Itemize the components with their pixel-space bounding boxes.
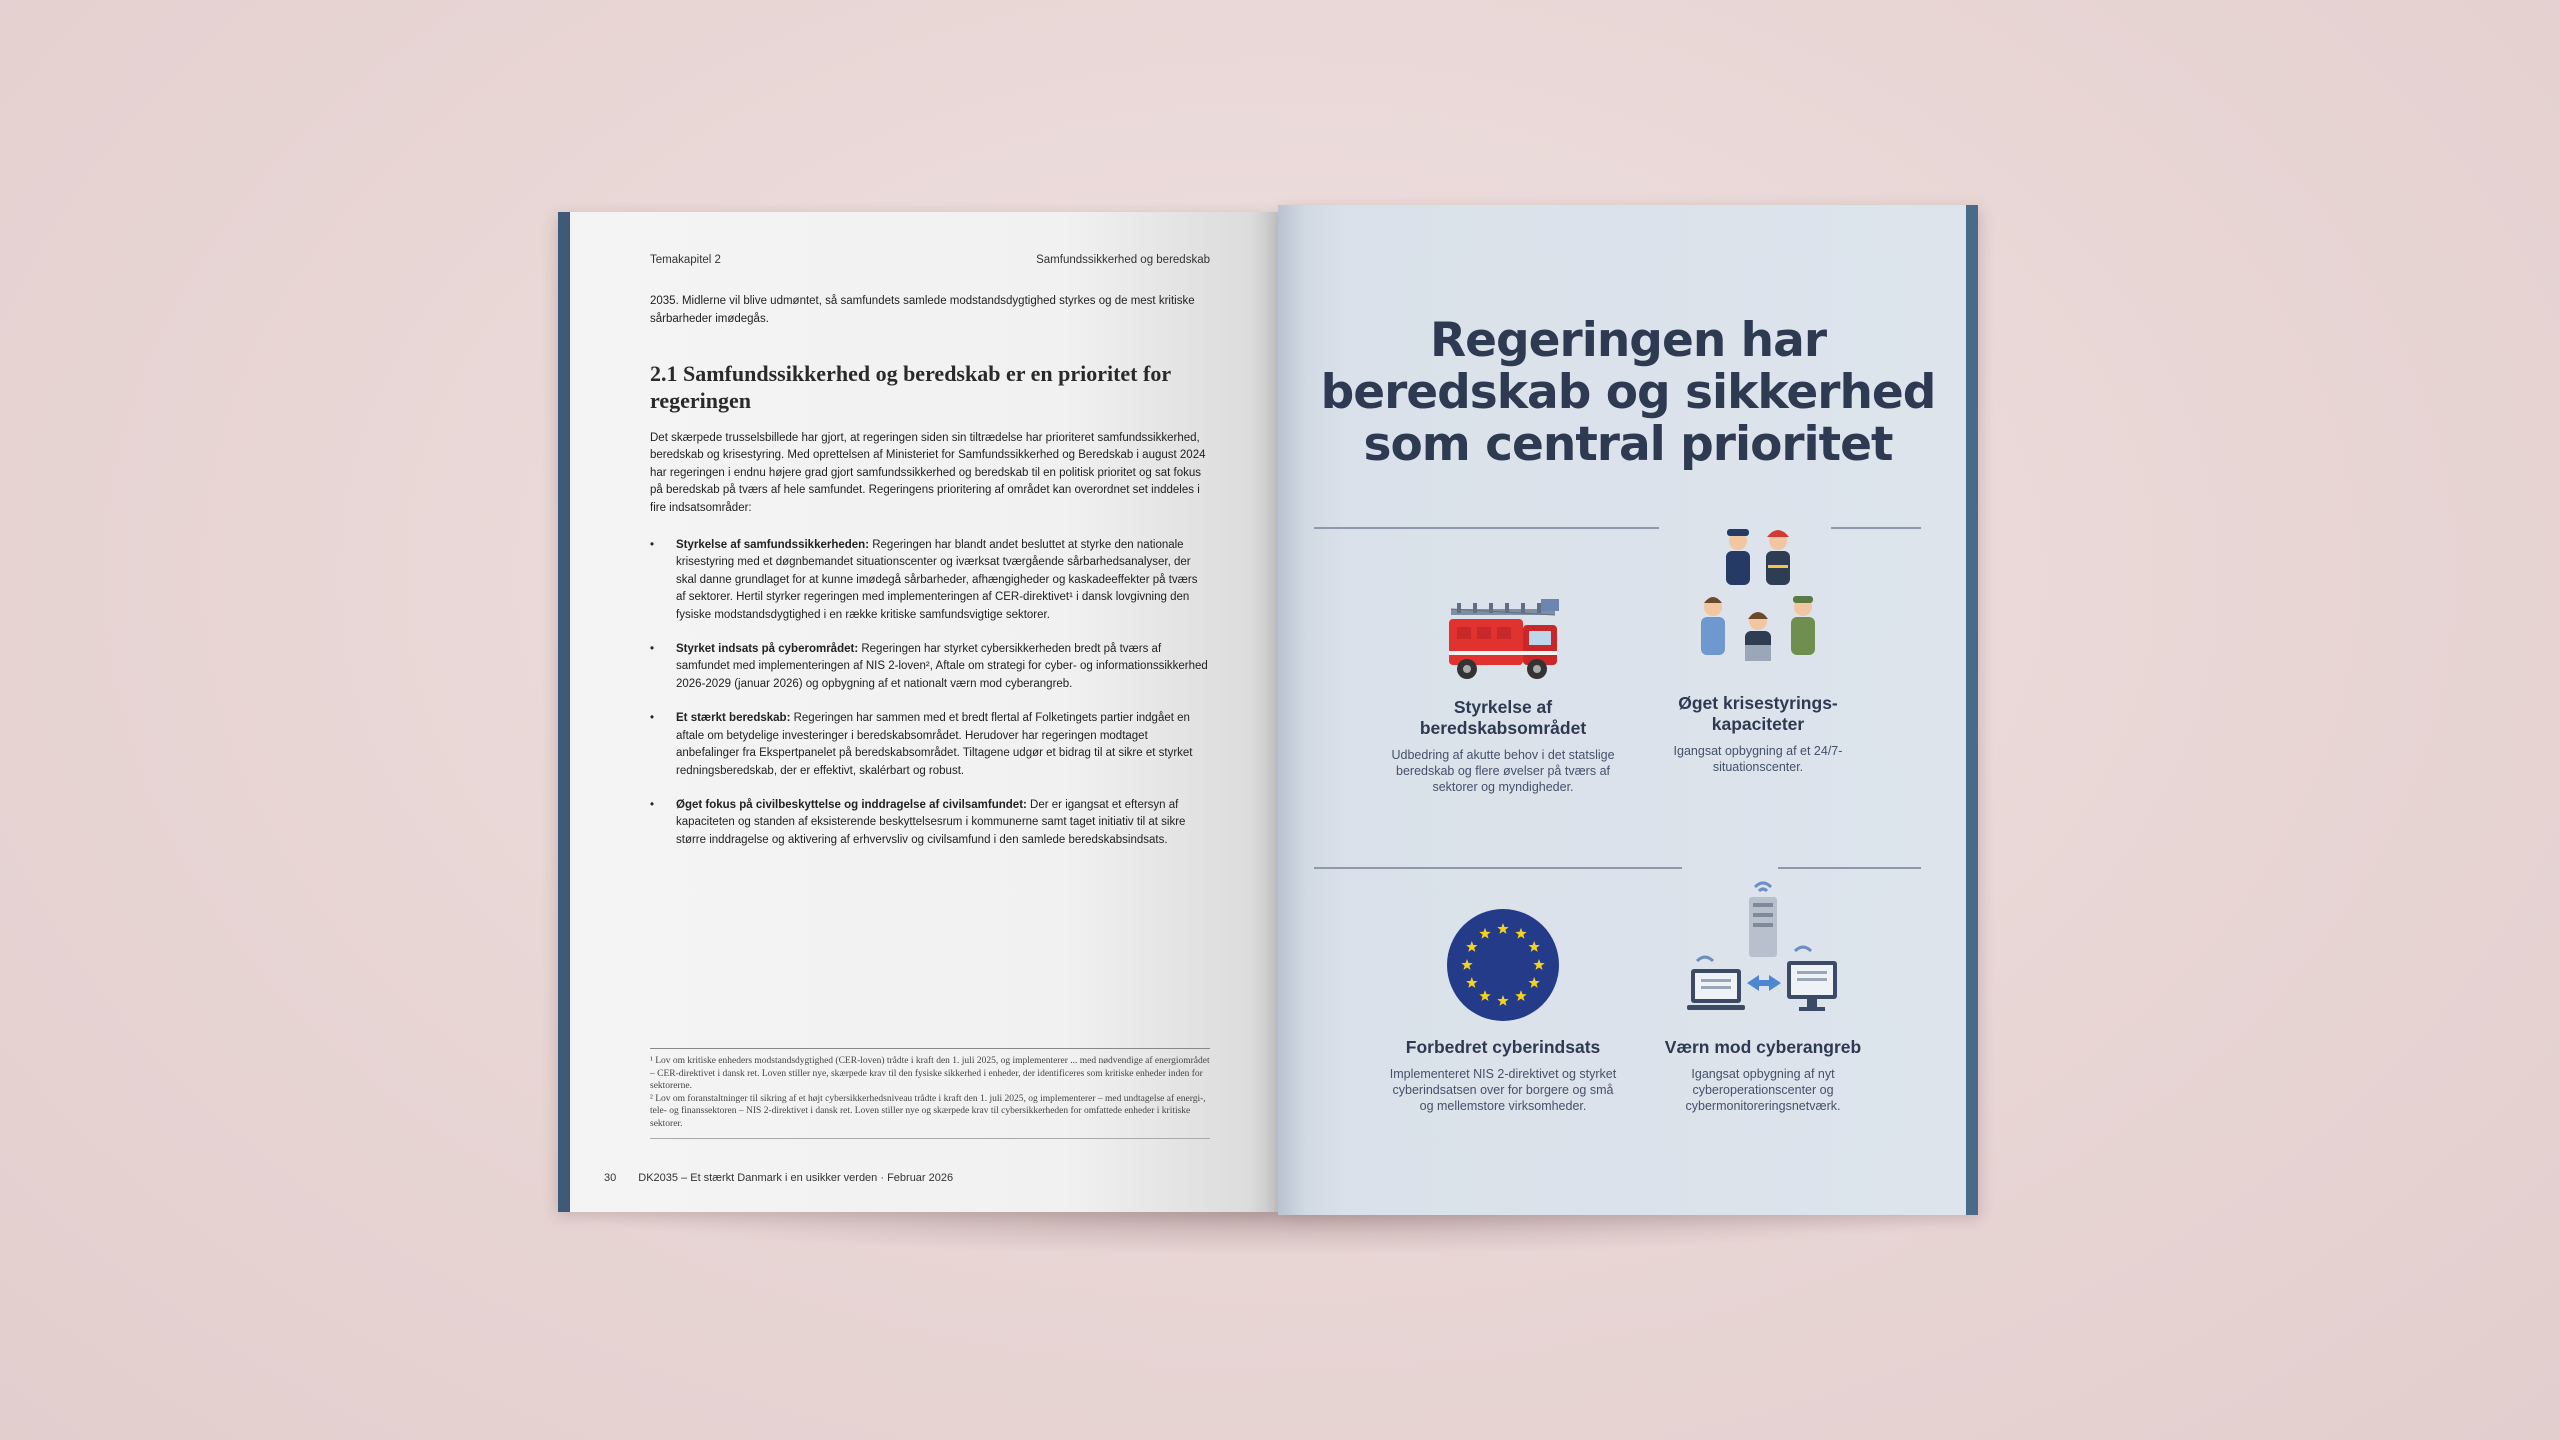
card-krisestyring xyxy=(1643,521,1873,775)
card-description: Igangsat opbygning af et 24/7-situationscenter. xyxy=(1673,744,1843,774)
infographic-title xyxy=(1308,315,1948,471)
page-number: 30 xyxy=(604,1172,617,1184)
card-cyberangreb xyxy=(1648,875,1878,1114)
crisis-staff-icon xyxy=(1683,521,1833,681)
running-head-left: Temakapitel 2 xyxy=(650,254,721,266)
bullet-text: Regeringen har blandt andet besluttet at styrke den nationale krisestyring med et døgnbemandet situationscenter og iværksat tværgående sårbarhedsanalyser, der skal danne grundlaget for at kunne imødegå sårbarheder, afhængigheder og kaskadeeffekter på tværs af sektorer. Hertil styrker regeringen med implementeringen af CER-direktivet¹ i dansk lovgivning den fysiske modstandsdygtighed i en række kritiske samfundsvigtige sektorer. xyxy=(676,539,1198,621)
divider-mid-right xyxy=(1778,867,1921,869)
bullet-dot: • xyxy=(650,798,655,811)
bullet-lead: Styrkelse af samfundssikkerheden: xyxy=(676,539,870,552)
intro-text: 2035. Midlerne vil blive udmøntet, så samfundets samlede modstandsdygtighed styrkes og de mest kritiske sårbarheder imødegås. xyxy=(650,295,1195,325)
title-line-3: som central prioritet xyxy=(1363,417,1893,472)
right-page xyxy=(1278,205,1978,1215)
left-page-content xyxy=(650,254,1210,866)
card-beredskab xyxy=(1388,595,1618,795)
list-item xyxy=(650,710,1210,780)
title-line-1: Regeringen har xyxy=(1429,313,1827,368)
fire-truck-icon xyxy=(1443,595,1563,685)
running-head-right: Samfundssikkerhed og beredskab xyxy=(1036,254,1210,266)
section-heading: 2.1 Samfundssikkerhed og beredskab er en prioritet for regeringen xyxy=(650,361,1171,413)
card-title: Værn mod cyberangreb xyxy=(1664,1037,1862,1057)
bullet-lead: Et stærkt beredskab: xyxy=(676,712,791,725)
bullet-text: Regeringen har sammen med et bredt flertal af Folketingets partier indgået en aftale om betydelige investeringer i beredskabsområdet. Herudover har regeringen modtaget anbefalinger fra Ekspertpanelet på beredskabsområdet. Tiltagene udgør et bidrag til at sikre et styrket redningsberedskab, der er effektivt, skalérbart og robust. xyxy=(676,712,1193,777)
page-footer xyxy=(604,1172,953,1184)
card-description: Igangsat opbygning af nyt cyberoperationscenter og cybermonitoreringsnetværk. xyxy=(1685,1067,1841,1113)
body-paragraph: Det skærpede trusselsbillede har gjort, at regeringen siden sin tiltrædelse har prioriteret samfundssikkerhed, beredskab og krisestyring. Med oprettelsen af Ministeriet for Samfundssikkerhed og Beredskab i august 2024 har regeringen i endnu højere grad gjort samfundssikkerhed og beredskab til en politisk prioritet og sat fokus på beredskab på tværs af hele samfundet. Regeringens prioritering af området kan overordnet set inddeles i fire indsatsområder: xyxy=(650,432,1206,514)
card-title: Styrkelse af beredskabsområdet xyxy=(1419,697,1587,738)
list-item xyxy=(650,797,1210,849)
card-description: Implementeret NIS 2-direktivet og styrket cyberindsatsen over for borgere og små og mellemstore virksomheder. xyxy=(1389,1067,1617,1113)
eu-flag-icon xyxy=(1443,905,1563,1025)
list-item xyxy=(650,537,1210,624)
divider-mid-left xyxy=(1314,867,1682,869)
bullet-text: Regeringen har styrket cybersikkerheden bredt på tværs af samfundet med implementeringen af NIS 2-loven², Aftale om strategi for cyber- og informationssikkerhed 2026-2029 (januar 2026) og opbygning af et nationalt værn mod cyberangreb. xyxy=(676,643,1208,690)
bullet-dot: • xyxy=(650,712,655,725)
network-computers-icon xyxy=(1683,875,1843,1025)
list-item xyxy=(650,641,1210,693)
footnote-2: ² Lov om foranstaltninger til sikring af et højt cybersikkerhedsniveau trådte i kraft den 1. juli 2025, og implementerer – med undtagelse af energi-, tele- og finanssektoren – NIS 2-direktivet i dansk ret. Loven stiller nye og skærpede krav til cybersikkerheden for omfattede enheder i kritiske sektorer. xyxy=(650,1093,1206,1129)
bullet-lead: Styrket indsats på cyberområdet: xyxy=(676,643,859,656)
divider-top-left xyxy=(1314,527,1659,529)
bullet-dot: • xyxy=(650,643,655,656)
bullet-dot: • xyxy=(650,539,655,552)
bullet-text: Der er igangsat et eftersyn af kapaciteten og standen af eksisterende beskyttelsesrum i kommunerne samt taget initiativ til at sikre større inddragelse og aktivering af erhvervsliv og civilsamfund i den samlede beredskabsindsats. xyxy=(676,798,1186,846)
running-head xyxy=(650,254,1210,266)
card-title: Forbedret cyberindsats xyxy=(1405,1037,1601,1057)
card-cyberindsats xyxy=(1388,905,1618,1114)
title-line-2: beredskab og sikkerhed xyxy=(1320,365,1936,420)
card-title: Øget krisestyrings-kapaciteter xyxy=(1678,693,1838,734)
footer-text: DK2035 – Et stærkt Danmark i en usikker verden · Februar 2026 xyxy=(638,1172,954,1184)
footnote-1: ¹ Lov om kritiske enheders modstandsdygtighed (CER-loven) trådte i kraft den 1. juli 2025, og implementerer ... med nødvendige af energiområdet – CER-direktivet i dansk ret. Loven stiller nye, skærpede krav til den fysiske sikkerhed i enheder, der identificeres som kritiske enheder inden for sektorerne. xyxy=(650,1056,1210,1091)
footnotes xyxy=(650,1048,1210,1139)
card-description: Udbedring af akutte behov i det statslige beredskab og flere øvelser på tværs af sektorer og myndigheder. xyxy=(1391,748,1615,794)
left-page xyxy=(558,212,1278,1212)
bullet-lead: Øget fokus på civilbeskyttelse og inddragelse af civilsamfundet: xyxy=(676,798,1027,811)
bullet-list xyxy=(650,537,1210,849)
